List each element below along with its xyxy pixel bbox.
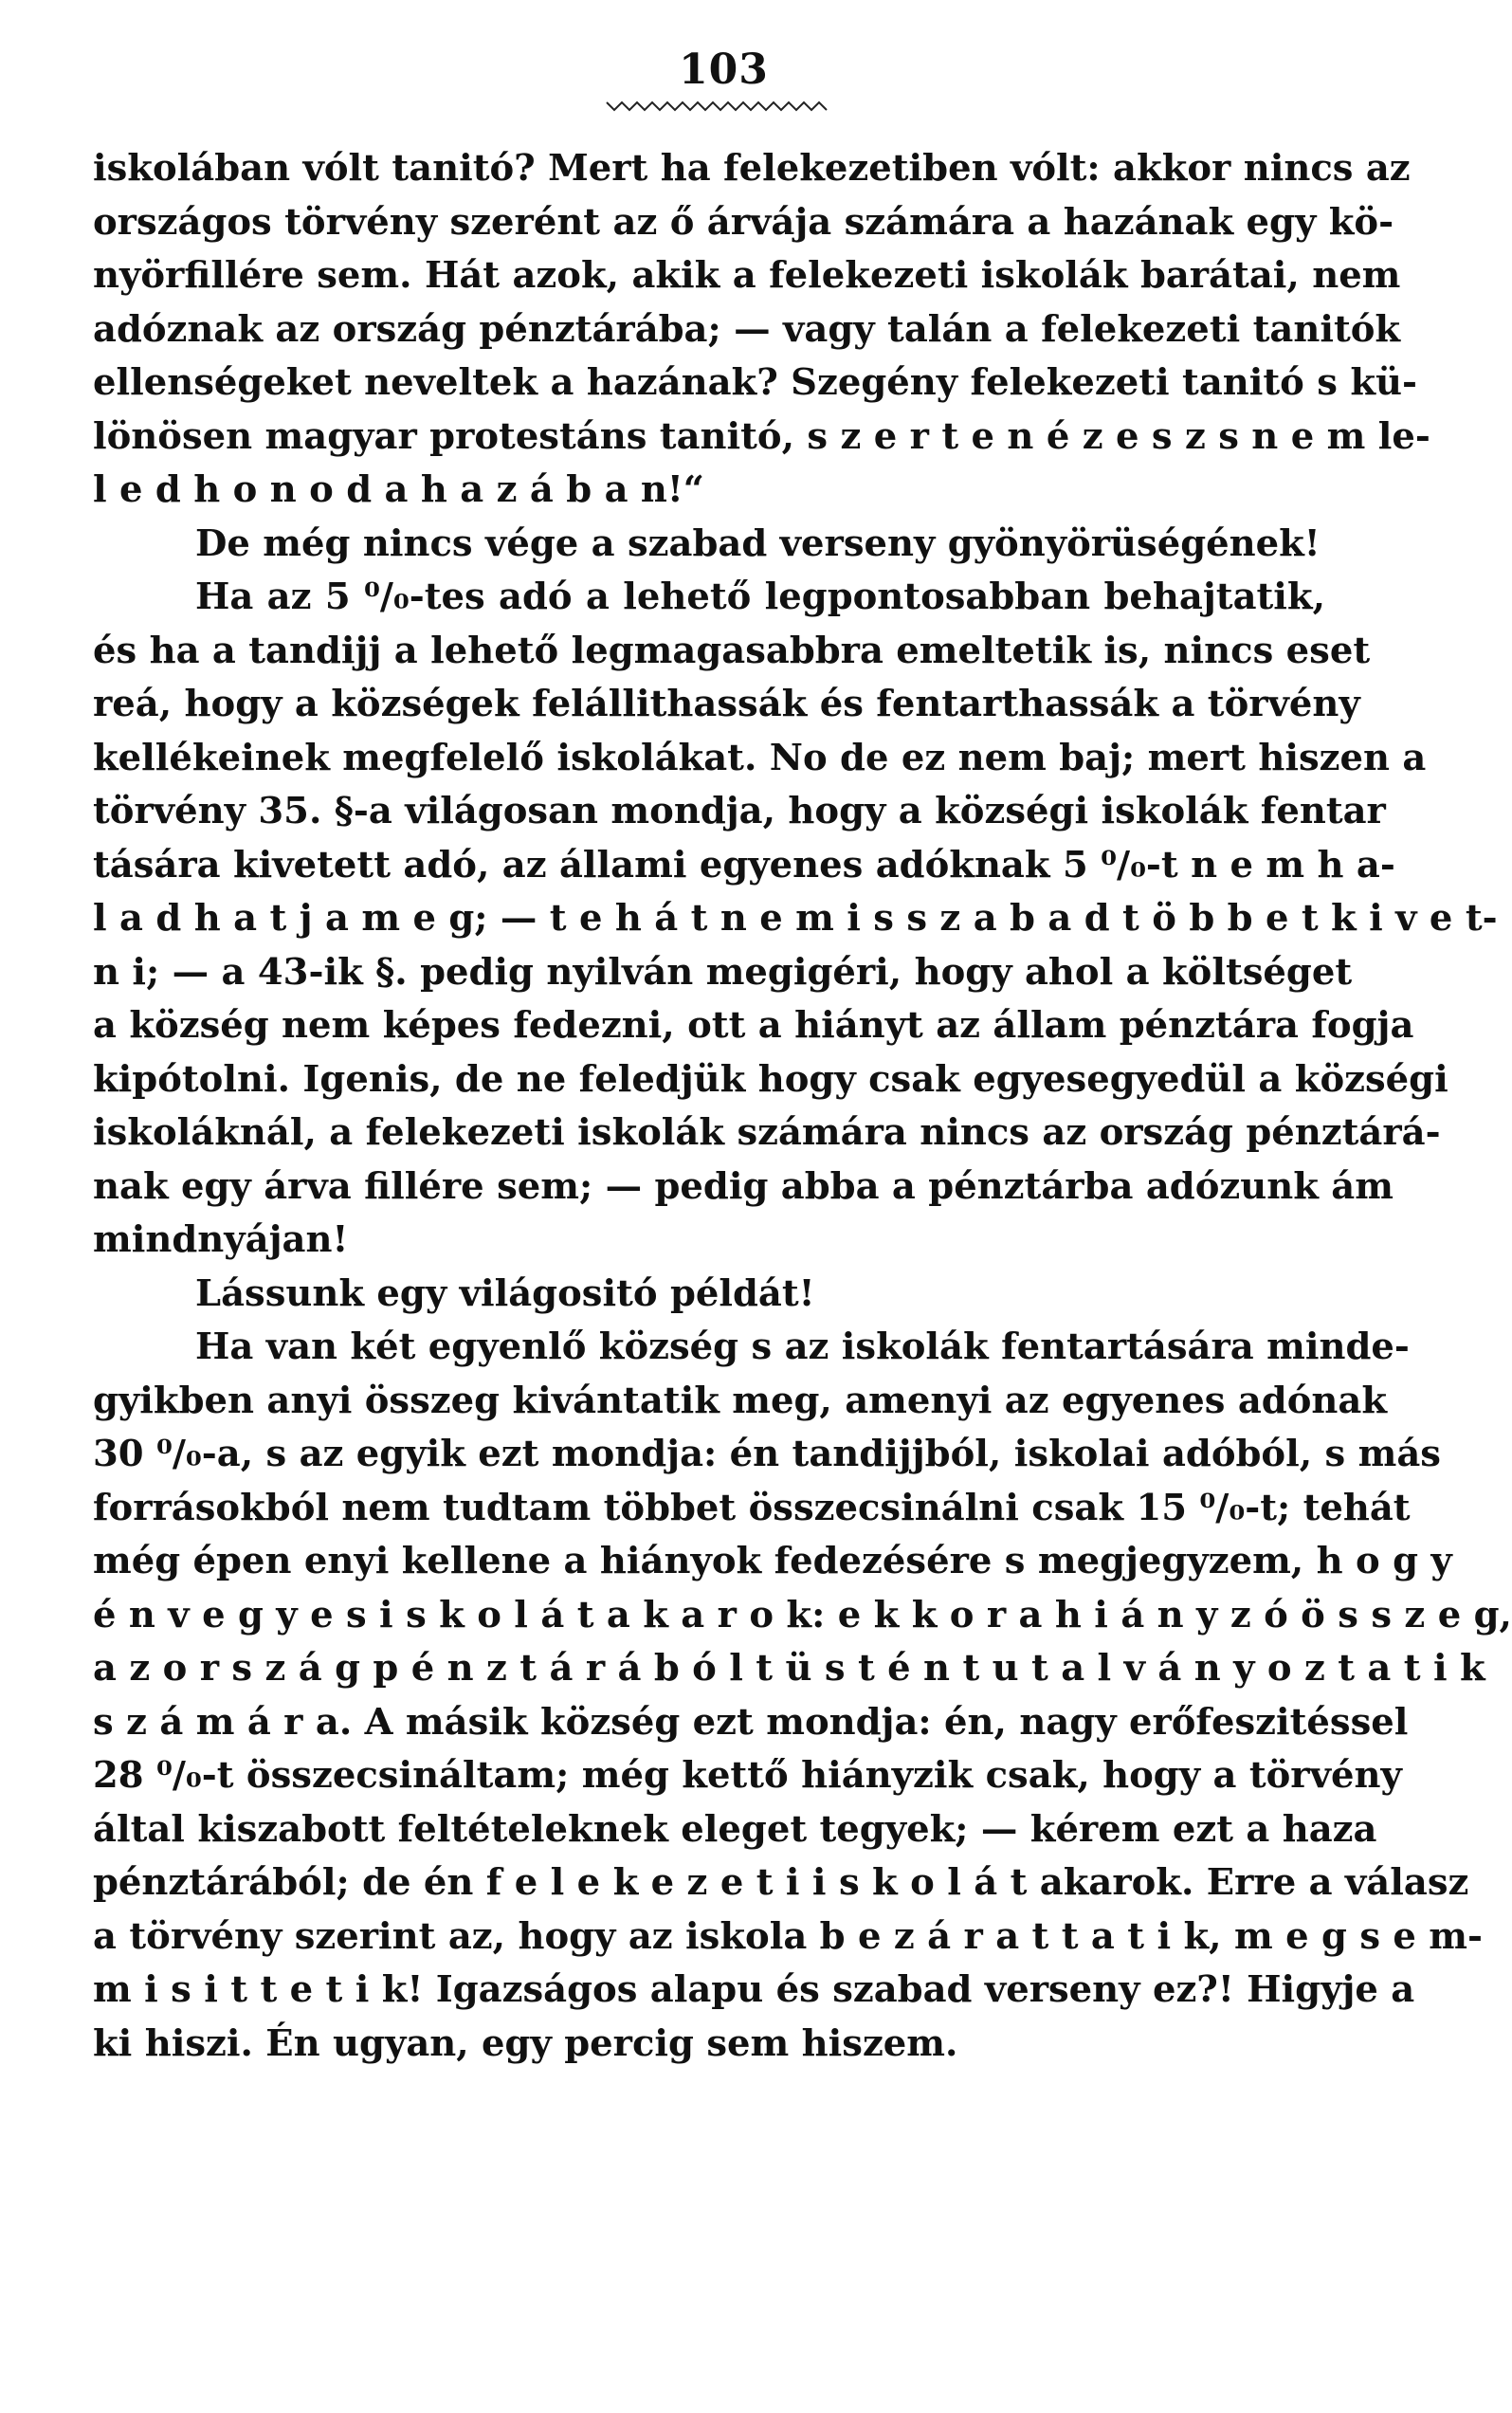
text-line: által kiszabott feltételeknek eleget tegyek; — kérem ezt a haza [93, 1807, 1377, 1851]
text-line: Lássunk egy világositó példát! [195, 1271, 815, 1315]
text-line: mindnyájan! [93, 1218, 349, 1261]
text-line: és ha a tandijj a lehető legmagasabbra emeltetik is, nincs eset [93, 629, 1371, 672]
text-line: s z á m á r a. A másik község ezt mondja: én, nagy erőfeszitéssel [93, 1700, 1409, 1744]
text-line: lönösen magyar protestáns tanitó, s z e r t e n é z e s z s n e m le- [93, 414, 1430, 458]
text-line: kipótolni. Igenis, de ne feledjük hogy csak egyesegyedül a községi [93, 1057, 1448, 1101]
text-line: forrásokból nem tudtam többet összecsinálni csak 15 ⁰/₀-t; tehát [93, 1486, 1411, 1529]
text-line: n i; — a 43-ik §. pedig nyilván megigéri, hogy ahol a költséget [93, 950, 1353, 994]
text-line: törvény 35. §-a világosan mondja, hogy a községi iskolák fentar [93, 790, 1386, 832]
text-line: l e d h o n o d a h a z á b a n!“ [93, 468, 704, 511]
text-line: adóznak az ország pénztárába; — vagy talán a felekezeti tanitók [93, 307, 1401, 351]
text-line: pénztárából; de én f e l e k e z e t i i s k o l á t akarok. Erre a válasz [93, 1861, 1469, 1904]
text-line: nak egy árva fillére sem; — pedig abba a pénztárba adózunk ám [93, 1164, 1394, 1208]
text-line: 30 ⁰/₀-a, s az egyik ezt mondja: én tandijjból, iskolai adóból, s más [93, 1433, 1441, 1475]
header-ornament [607, 99, 829, 114]
text-line: l a d h a t j a m e g; — t e h á t n e m i s s z a b a d t ö b b e t k i v e t- [93, 897, 1498, 940]
text-line: a község nem képes fedezni, ott a hiányt az állam pénztára fogja [93, 1004, 1414, 1047]
body-text [93, 142, 1512, 2071]
text-line: Ha van két egyenlő község s az iskolák fentartására minde- [195, 1325, 1410, 1368]
page-number: 103 [679, 46, 769, 94]
text-line: reá, hogy a községek felállithassák és fentarthassák a törvény [93, 683, 1360, 725]
text-line: a törvény szerint az, hogy az iskola b e z á r a t t a t i k, m e g s e m- [93, 1914, 1484, 1958]
text-line: 28 ⁰/₀-t összecsináltam; még kettő hiányzik csak, hogy a törvény [93, 1754, 1402, 1797]
text-line: De még nincs vége a szabad verseny gyönyörüségének! [195, 521, 1321, 565]
text-line: a z o r s z á g p é n z t á r á b ó l t ü s t é n t u t a l v á n y o z t a t i k [93, 1647, 1485, 1690]
text-line: gyikben anyi összeg kivántatik meg, amenyi az egyenes adónak [93, 1379, 1388, 1422]
text-line: nyörfillére sem. Hát azok, akik a felekezeti iskolák barátai, nem [93, 254, 1401, 297]
text-line: országos törvény szerént az ő árvája számára a hazának egy kö- [93, 200, 1394, 244]
text-line: tására kivetett adó, az állami egyenes adóknak 5 ⁰/₀-t n e m h a- [93, 843, 1395, 887]
text-line: é n v e g y e s i s k o l á t a k a r o k: e k k o r a h i á n y z ó ö s s z e g, [93, 1593, 1512, 1636]
text-line: iskolában vólt tanitó? Mert ha felekezetiben vólt: akkor nincs az [93, 147, 1411, 190]
text-line: m i s i t t e t i k! Igazságos alapu és szabad verseny ez?! Higyje a [93, 1968, 1415, 2011]
text-line: Ha az 5 ⁰/₀-tes adó a lehető legpontosabban behajtatik, [195, 576, 1325, 618]
text-line: kellékeinek megfelelő iskolákat. No de ez nem baj; mert hiszen a [93, 736, 1427, 779]
text-line: iskoláknál, a felekezeti iskolák számára nincs az ország pénztárá- [93, 1111, 1441, 1154]
text-line: még épen enyi kellene a hiányok fedezésére s megjegyzem, h o g y [93, 1540, 1452, 1582]
text-line: ki hiszi. Én ugyan, egy percig sem hiszem. [93, 2021, 958, 2065]
text-line: ellenségeket neveltek a hazának? Szegény felekezeti tanitó s kü- [93, 361, 1417, 404]
